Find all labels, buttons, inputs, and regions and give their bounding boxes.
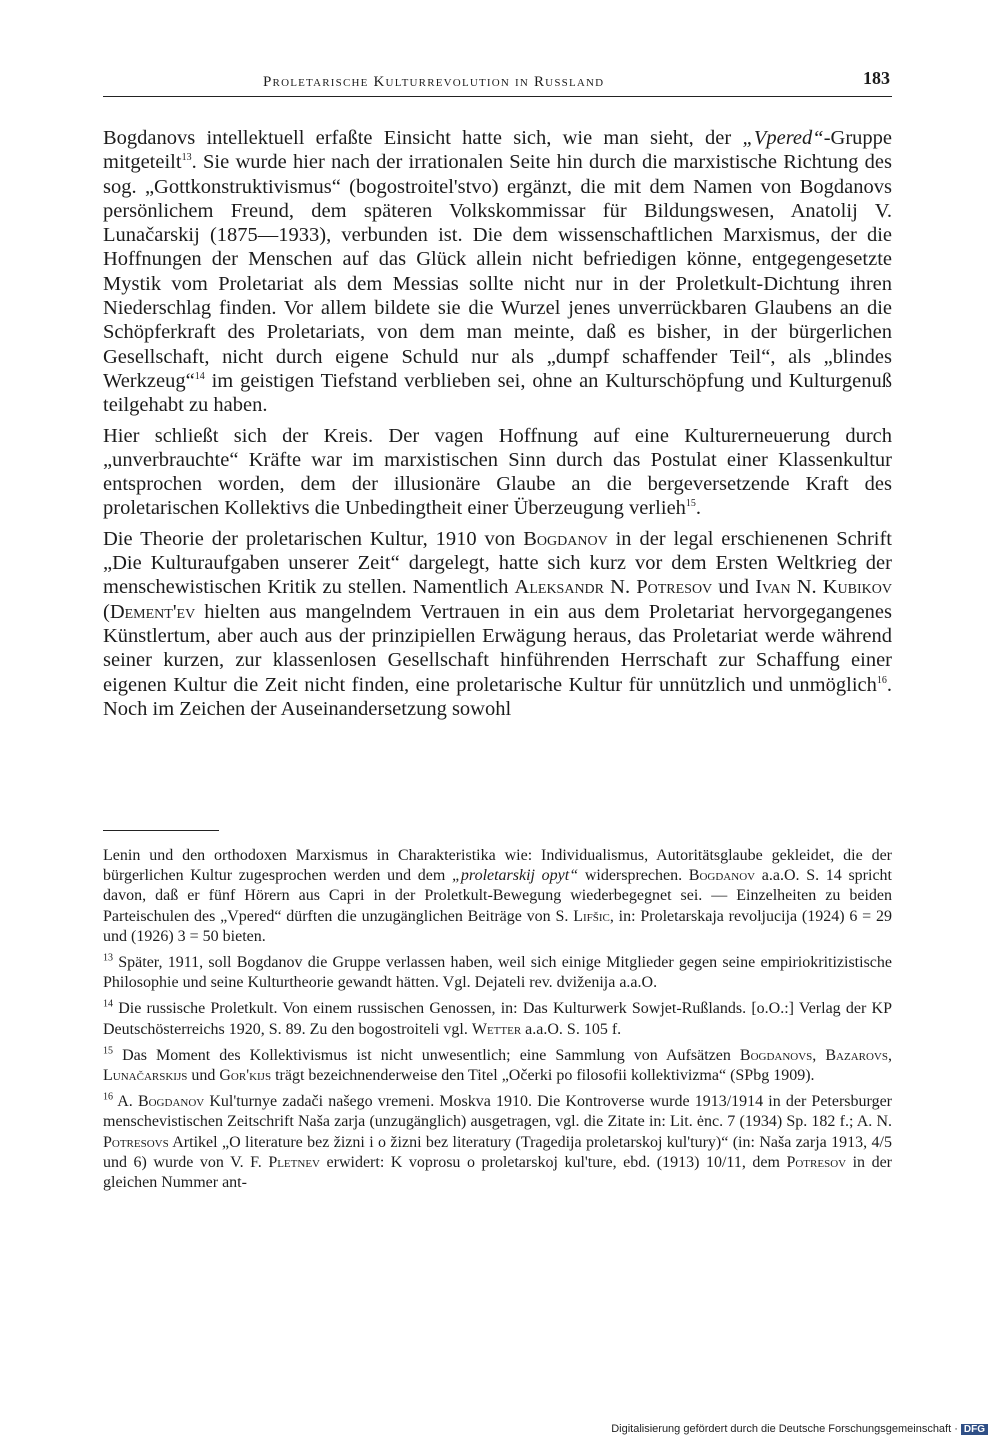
text-run: Lenin und den orthodoxen Marxismus in Charakteristika wie: Individualismus, Autoritätsglaube gekleidet, die der bürgerlichen Kultur zugesprochen werden und dem (103, 847, 892, 885)
footnote-14 (103, 999, 892, 1039)
text-run: widersprechen. (578, 867, 689, 885)
text-run: hielten aus mangelndem Vertrauen in ein aus dem Proletariat hervorgegangenes Künstlertum, aber auch aus der prinzipiellen Erwägung heraus, das Proletariat werde während seiner kurzen, zur klassenlosen Gesellschaft hinführenden Herrschaft zur Schaffung einer eigenen Kultur die Zeit nicht finden, eine proletarische Kultur für unnützlich und unmöglich (103, 600, 892, 696)
text-run: Die Theorie der proletarischen Kultur, 1910 von (103, 527, 524, 550)
author-name: Ivan N. Kubikov (755, 576, 893, 599)
text-run: im geistigen Tiefstand verblieben sei, ohne an Kulturschöpfung und Kulturgenuß teilgehabt zu haben. (103, 369, 892, 417)
author-name: Pletnev (268, 1153, 320, 1171)
footnote-15 (103, 1046, 892, 1086)
text-run: und (712, 576, 756, 599)
text-run: Die russische Proletkult. Von einem russischen Genossen, in: Das Kulturwerk Sowjet-Rußlands. [o.O.:] Verlag der KP Deutschösterreichs 1920, S. 89. Zu den bogostroiteli vgl. (103, 1000, 892, 1038)
main-text (103, 126, 892, 727)
footnote-number: 14 (103, 999, 113, 1011)
text-run: Das Moment des Kollektivismus ist nicht unwesentlich; eine Sammlung von Aufsätzen (113, 1046, 740, 1064)
author-name: Potresov (786, 1153, 847, 1171)
footnote-13 (103, 953, 892, 993)
author-name: Bogdanov (688, 867, 756, 885)
paragraph-1 (103, 126, 892, 418)
text-run: erwidert: K voprosu o proletarskoj kul'ture, ebd. (1913) 10/11, dem (319, 1153, 787, 1171)
text-run: -Gruppe mitgeteilt (103, 127, 892, 174)
footnote-number: 15 (103, 1045, 113, 1057)
credit-text: Digitalisierung gefördert durch die Deutsche Forschungsgemeinschaft · (611, 1423, 958, 1435)
running-title: Proletarische Kulturrevolution in Russland (263, 74, 605, 90)
text-run: , in: Proletarskaja revoljucija (1924) 6 = 29 und (1926) 3 = 50 bieten. (103, 907, 892, 945)
footnote-divider (103, 830, 219, 831)
paragraph-2 (103, 424, 892, 521)
text-run: a.a.O. S. 14 spricht davon, daß er fünf Hörern aus Capri in der Proletkult-Bewegung wiederbegegnet sei. — Einzelheiten zu beiden Parteischulen des „Vpered“ dürften die unzugänglichen Beiträge von S. (103, 867, 893, 925)
italic-term: „proletarskij opyt“ (452, 867, 579, 885)
footnote-16 (103, 1092, 892, 1193)
paragraph-3 (103, 527, 892, 721)
text-run: und (187, 1067, 220, 1085)
text-run: Kul'turnye zadači našego vremeni. Moskva 1910. Die Kontroverse wurde 1913/1914 in der Petersburger menschevistischen Zeitschrift Naša zarja (unzugänglich) ausgetragen, vgl. die Zitate in: Lit. ėnc. 7 (1934) Sp. 182 f.; A. N. (103, 1093, 893, 1131)
digitization-credit (611, 1423, 988, 1435)
page-number: 183 (863, 68, 890, 88)
footnotes (103, 846, 892, 1199)
text-run: Artikel „O literature bez žizni i o žizni bez literatury (Tragedija proletarskoj kul'tury)“ (in: Naša zarja 1913, 4/5 und 6) wurde von V. F. (103, 1133, 892, 1171)
text-run: a.a.O. S. 105 f. (521, 1020, 622, 1038)
text-run: in der gleichen Nummer ant- (103, 1153, 893, 1192)
author-name: Dement'ev (109, 600, 196, 623)
text-run: ( (103, 600, 110, 623)
author-name: Bogdanov (137, 1093, 205, 1111)
author-name: Wetter (471, 1020, 522, 1038)
text-run: trägt bezeichnenderweise den Titel „Očerki po filosofii kollektivizma“ (SPbg 1909). (271, 1067, 815, 1085)
footnote-ref: 16 (876, 674, 887, 686)
running-header (103, 66, 892, 97)
footnote-number: 13 (103, 952, 113, 964)
footnote-ref: 13 (181, 152, 192, 164)
author-name: Gor'kijs (219, 1067, 272, 1085)
text-run: A. (113, 1093, 138, 1111)
author-name: Bogdanovs, Bazarovs, Lunačarskijs (103, 1046, 892, 1085)
author-name: Potresovs (103, 1133, 169, 1151)
text-run: . (695, 497, 702, 520)
text-run: Hier schließt sich der Kreis. Der vagen Hoffnung auf eine Kulturerneuerung durch „unverbrauchte“ Kräfte war im marxistischen Sinn durch das Postulat einer Klassenkultur entsprochen worden, dem der illusionäre Glaube an die bergeversetzende Kraft des proletarischen Kollektivs die Unbedingtheit einer Überzeugung verlieh (103, 424, 892, 520)
footnote-ref: 14 (194, 371, 205, 383)
dfg-logo: DFG (961, 1424, 988, 1435)
footnote-number: 16 (103, 1091, 113, 1103)
text-run: Später, 1911, soll Bogdanov die Gruppe verlassen haben, weil sich einige Mitglieder gegen seine empiriokritizistische Philosophie und seine Kulturtheorie gewandt hätten. Vgl. Dejateli rev. dviženija a.a.O. (103, 954, 892, 992)
text-run: Bogdanovs intellektuell erfaßte Einsicht hatte sich, wie man sieht, der (103, 127, 743, 149)
author-name: Aleksandr N. Potresov (514, 576, 713, 599)
author-name: Bogdanov (523, 527, 608, 550)
footnote-ref: 15 (685, 498, 696, 510)
footnote-continuation (103, 846, 892, 947)
italic-term: „Vpered“ (742, 127, 824, 149)
author-name: Lifšic (573, 907, 610, 925)
text-run: . Sie wurde hier nach der irrationalen Seite hin durch die marxistische Richtung des sog. „Gottkonstruktivismus“ (bogostroitel'stvo) ergänzt, die mit dem Namen von Bogdanovs persönlichem Freund, dem späteren Volkskommissar für Bildungswesen, Anatolij V. Lunačarskij (1875—1933), verbunden ist. Die dem wissenschaftlichen Marxismus, der die Hoffnungen der Menschen auf das Glück allein nicht befriedigen könne, entgegengesetzte Mystik vom Proletariat als dem Messias sollte nicht nur in der Proletkult-Dichtung ihren Niederschlag finden. Vor allem bildete sie die Wurzel jenes unverrückbaren Glaubens an die Schöpferkraft des Proletariats, von dem man meinte, daß es bisher, in der bürgerlichen Gesellschaft, nicht durch eigene Schuld nur als „dumpf schaffender Teil“, als „blindes Werkzeug“ (103, 151, 892, 392)
text-run: in der legal erschienenen Schrift „Die Kulturaufgaben unserer Zeit“ dargelegt, hatte sich kurz vor dem Ersten Weltkrieg der menschewistischen Kritik zu stellen. Namentlich (103, 527, 893, 599)
text-run: . Noch im Zeichen der Auseinandersetzung sowohl (103, 673, 892, 720)
